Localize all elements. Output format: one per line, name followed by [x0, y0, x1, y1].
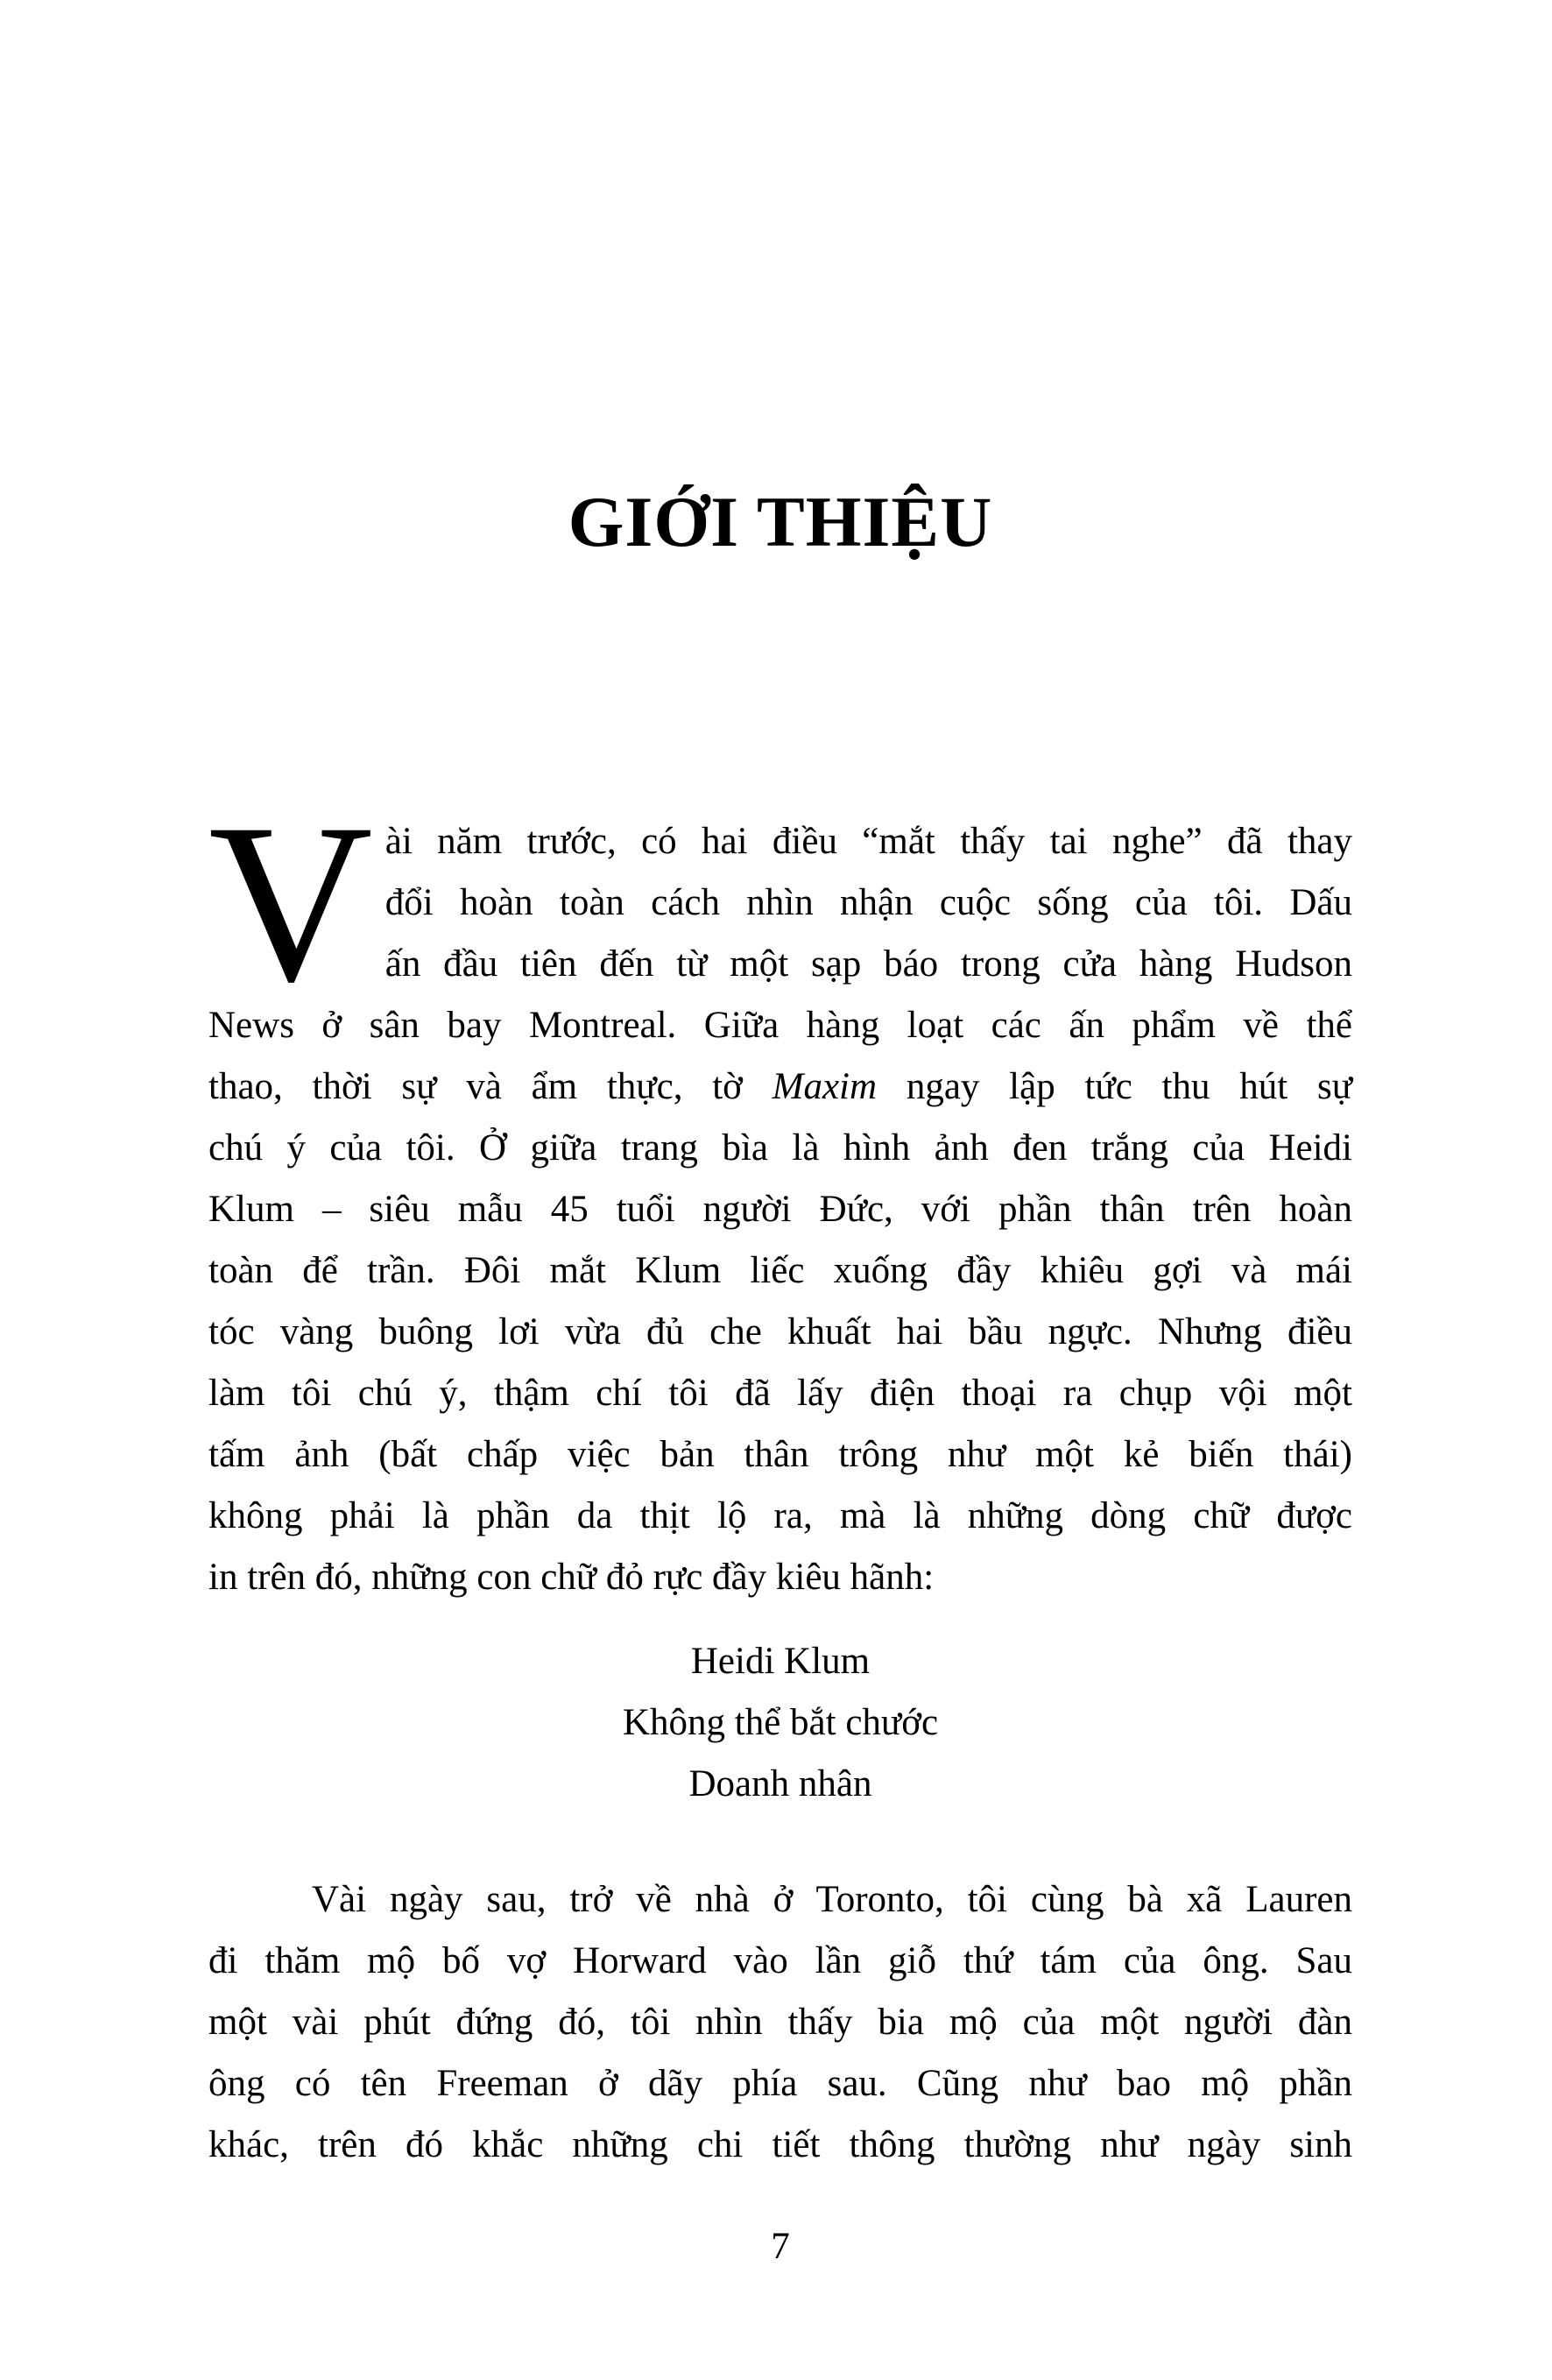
page-number: 7 [771, 2226, 790, 2267]
body-line: ấn đầu tiên đến từ một sạp báo trong cửa hàng Hudson [384, 943, 1352, 985]
magazine-cover-text [208, 1631, 1352, 1815]
body-line: chú ý của tôi. Ở giữa trang bìa là hình ảnh đen trắng của Heidi [208, 1127, 1352, 1169]
body-line: toàn để trần. Đôi mắt Klum liếc xuống đầy khiêu gợi và mái [208, 1250, 1352, 1291]
body-line: ài năm trước, có hai điều “mắt thấy tai nghe” đã thay [384, 821, 1352, 862]
body-text: thao, thời sự và ẩm thực, tờ [208, 1066, 772, 1107]
cover-text-tagline: Không thể bắt chước [622, 1702, 939, 1743]
body-line: ông có tên Freeman ở dãy phía sau. Cũng như bao mộ phần [208, 2063, 1352, 2104]
body-line: tấm ảnh (bất chấp việc bản thân trông như một kẻ biến thái) [208, 1434, 1352, 1475]
body-text: ngay lập tức thu hút sự [877, 1066, 1352, 1107]
drop-cap: V [208, 777, 373, 1029]
page-footer [208, 2216, 1352, 2278]
paragraph-1-dropcap-lines [385, 811, 1352, 995]
body-line: tóc vàng buông lơi vừa đủ che khuất hai bầu ngực. Nhưng điều [208, 1311, 1352, 1352]
body-line: in trên đó, những con chữ đỏ rực đầy kiêu hãnh: [208, 1557, 935, 1598]
magazine-title: Maxim [772, 1066, 878, 1107]
body-line: không phải là phần da thịt lộ ra, mà là những dòng chữ được [208, 1495, 1352, 1536]
body-line: một vài phút đứng đó, tôi nhìn thấy bia mộ của một người đàn [208, 2002, 1352, 2043]
paragraph-2 [208, 1869, 1352, 2176]
body-line: đi thăm mộ bố vợ Horward vào lần giỗ thứ tám của ông. Sau [208, 1940, 1352, 1981]
body-line: đổi hoàn toàn cách nhìn nhận cuộc sống của tôi. Dấu [384, 882, 1352, 923]
cover-text-name: Heidi Klum [690, 1641, 871, 1682]
body-line [208, 1056, 1352, 1118]
body-line: làm tôi chú ý, thậm chí tôi đã lấy điện thoại ra chụp vội một [208, 1373, 1352, 1414]
body-line: Klum – siêu mẫu 45 tuổi người Đức, với phần thân trên hoàn [208, 1189, 1352, 1230]
body-line: Vài ngày sau, trở về nhà ở Toronto, tôi cùng bà xã Lauren [312, 1879, 1352, 1920]
body-line: News ở sân bay Montreal. Giữa hàng loạt các ấn phẩm về thể [208, 1005, 1352, 1046]
paragraph-1 [208, 777, 1352, 1608]
cover-text-role: Doanh nhân [688, 1763, 872, 1804]
chapter-title: GIỚI THIỆU [568, 482, 993, 561]
body-line: khác, trên đó khắc những chi tiết thông thường như ngày sinh [208, 2124, 1352, 2165]
